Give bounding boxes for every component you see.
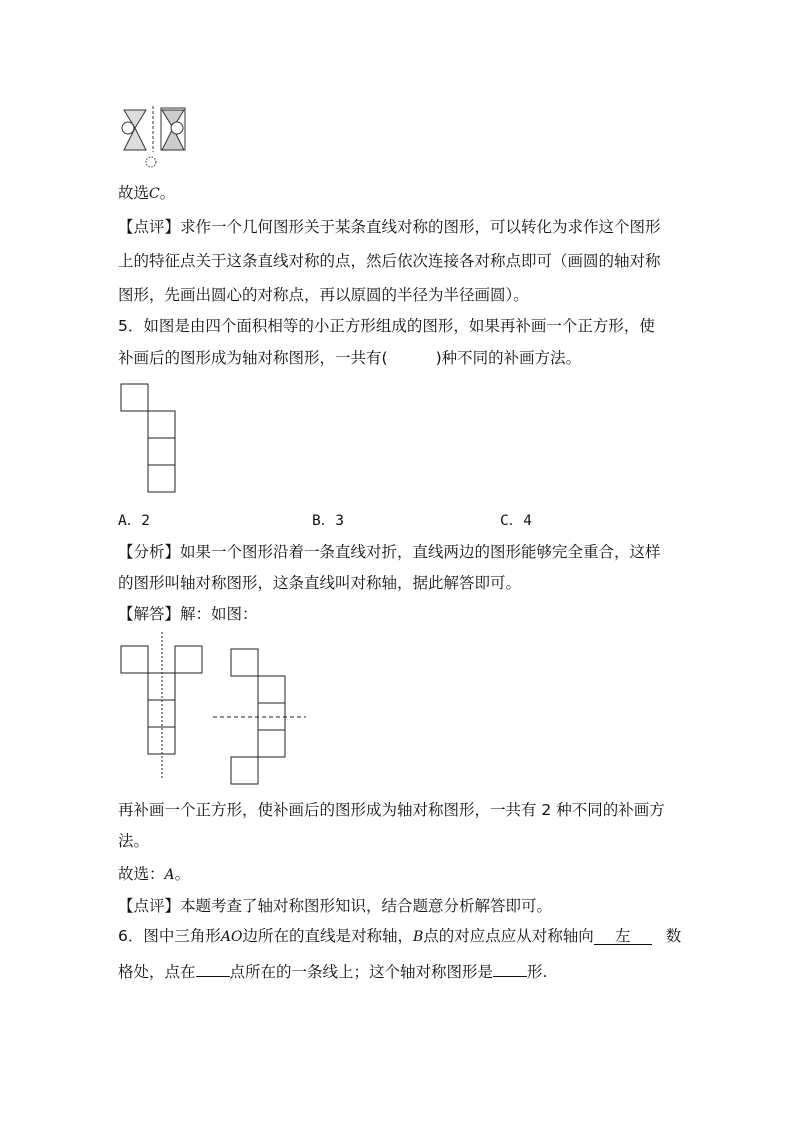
conclusion-2-line-1: 再补画一个正方形，使补画后的图形成为轴对称图形，一共有 2 种不同的补画方 [118, 801, 665, 819]
remark-line-3: 图形，先画出圆心的对称点，再以原圆的半径为半径画圆）。 [118, 286, 529, 304]
var-b: B [412, 929, 424, 945]
text-segment: 边所在的直线是对称轴， [242, 927, 413, 945]
choose-a-line [118, 864, 190, 885]
conclusion-2-line-2: 法。 [118, 832, 150, 850]
text-segment: 。 [174, 865, 191, 883]
text-segment: 6．图中三角形 [118, 927, 221, 945]
text-segment: 故选： [118, 865, 165, 883]
text-segment: 数 [665, 927, 682, 945]
text-segment: 补画后的图形成为轴对称图形，一共有( [118, 349, 388, 367]
fill-blank-point [196, 958, 230, 977]
solution-figure-right [213, 649, 306, 784]
answer-line-1: 【解答】解：如图： [118, 605, 258, 623]
remark-line-1: 【点评】求作一个几何图形关于某条直线对称的图形，可以转化为求作这个图形 [118, 218, 661, 236]
fill-blank-direction: 左 [594, 926, 652, 945]
question-5-line-1: 5．如图是由四个面积相等的小正方形组成的图形，如果再补画一个正方形，使 [118, 317, 655, 335]
var-ao: AO [220, 929, 243, 945]
remark-2-line-1: 【点评】本题考查了轴对称图形知识，结合题意分析解答即可。 [118, 897, 553, 915]
var-a: A [164, 867, 175, 883]
analysis-line-1: 【分析】如果一个图形沿着一条直线对折，直线两边的图形能够完全重合，这样 [118, 543, 661, 561]
question-6-line-2 [118, 958, 547, 982]
analysis-line-2: 的图形叫轴对称图形，这条直线叫对称轴，据此解答即可。 [118, 574, 522, 592]
text-segment: 点的对应点应从对称轴向 [423, 927, 594, 945]
fill-blank-shape [493, 958, 527, 977]
text-segment: 格处，点在 [118, 963, 196, 981]
option-a: A．2 [118, 513, 150, 529]
remark-line-2: 上的特征点关于这条直线对称的点，然后依次连接各对称点即可（画圆的轴对称 [118, 252, 661, 270]
var-c: C [149, 186, 160, 202]
text-segment: 故选 [118, 184, 150, 202]
solution-figure-left [121, 632, 202, 778]
text-segment: 形. [527, 963, 548, 981]
text-segment: )种不同的补画方法。 [435, 349, 582, 367]
text-segment: 点所在的一条线上；这个轴对称图形是 [229, 963, 494, 981]
option-b: B．3 [312, 513, 344, 529]
text-segment: 。 [159, 184, 176, 202]
question-6-line-1 [118, 926, 681, 947]
option-c: C．4 [500, 513, 532, 529]
